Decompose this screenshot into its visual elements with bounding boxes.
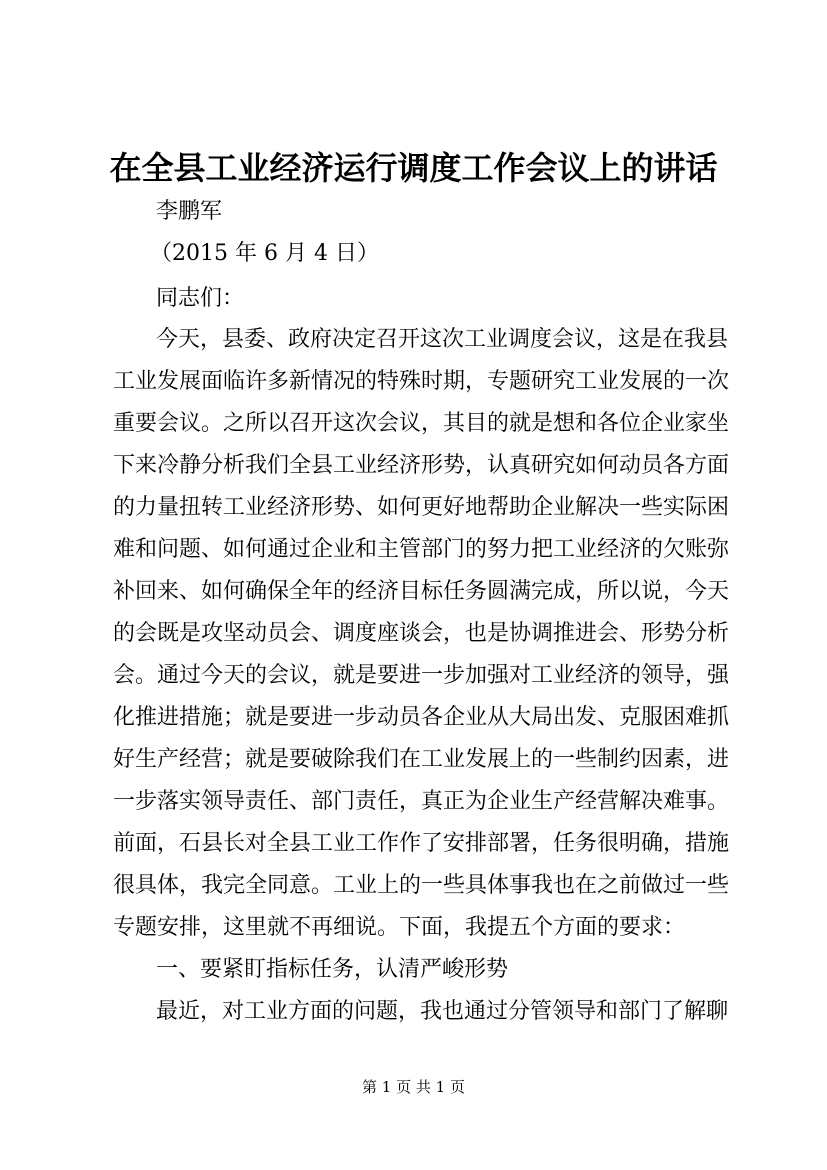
author-name: 李鹏军	[156, 199, 223, 224]
body-line: 难和问题、如何通过企业和主管部门的努力把工业经济的欠账弥	[113, 537, 730, 562]
body-line: 下来冷静分析我们全县工业经济形势，认真研究如何动员各方面	[113, 453, 730, 478]
body-line: 一步落实领导责任、部门责任，真正为企业生产经营解决难事。	[113, 789, 730, 814]
document-title: 在全县工业经济运行调度工作会议上的讲话	[109, 149, 718, 187]
body-line: 会。通过今天的会议，就是要进一步加强对工业经济的领导，强	[113, 663, 730, 688]
body-line: 的力量扭转工业经济形势、如何更好地帮助企业解决一些实际困	[113, 495, 730, 520]
body-line: 工业发展面临许多新情况的特殊时期，专题研究工业发展的一次	[113, 369, 730, 394]
page-number-footer: 第 1 页 共 1 页	[362, 1078, 465, 1096]
body-line: 专题安排，这里就不再细说。下面，我提五个方面的要求：	[113, 915, 686, 940]
body-line: 好生产经营；就是要破除我们在工业发展上的一些制约因素，进	[113, 747, 730, 772]
salutation: 同志们：	[156, 286, 245, 311]
body-line: 化推进措施；就是要进一步动员各企业从大局出发、克服困难抓	[113, 705, 730, 730]
section-heading: 一、要紧盯指标任务，认清严峻形势	[156, 957, 509, 982]
body-line: 很具体，我完全同意。工业上的一些具体事我也在之前做过一些	[113, 873, 730, 898]
body-line: 补回来、如何确保全年的经济目标任务圆满完成，所以说，今天	[113, 579, 730, 604]
body-line: 前面，石县长对全县工业工作作了安排部署，任务很明确，措施	[113, 831, 730, 856]
body-line: 重要会议。之所以召开这次会议，其目的就是想和各位企业家坐	[113, 411, 730, 436]
body-line: 的会既是攻坚动员会、调度座谈会，也是协调推进会、形势分析	[113, 621, 730, 646]
speech-date: （2015 年 6 月 4 日）	[150, 241, 379, 266]
body-line: 今天，县委、政府决定召开这次工业调度会议，这是在我县	[156, 327, 729, 352]
body-line: 最近，对工业方面的问题，我也通过分管领导和部门了解聊	[156, 999, 729, 1024]
